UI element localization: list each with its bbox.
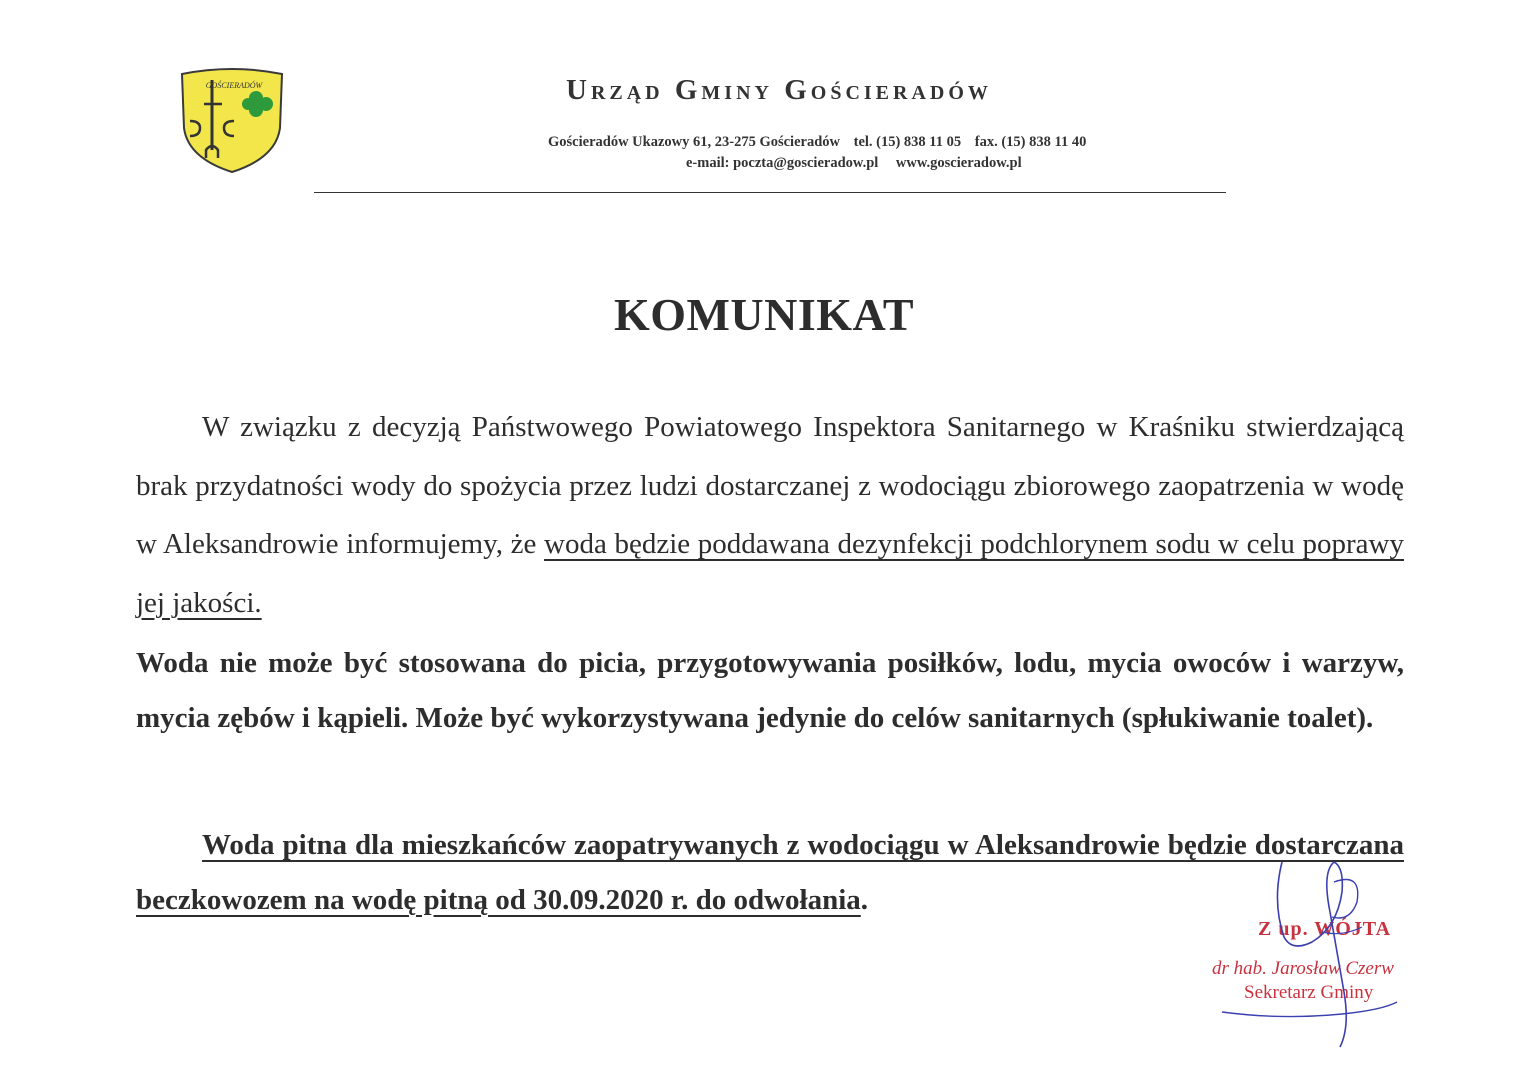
paragraph-water-supply-underlined: Woda pitna dla mieszkańców zaopatrywanych z wodociągu w Aleksandrowie będzie dostarczana beczkowozem na wodę pitną od 30.09.2020 r. do odwołania (136, 829, 1404, 916)
stamp-line-name: dr hab. Jarosław Czerw (1212, 958, 1394, 979)
municipal-crest-logo (176, 66, 288, 176)
paragraph-water-supply-end: . (860, 883, 869, 916)
handwritten-signature (1222, 842, 1422, 1052)
paragraph-decision-intro: W związku z decyzją Państwowego Powiatowego Inspektora Sanitarnego w Kraśniku stwierdzającą brak przydatności wody do spożycia przez ludzi dostarczanej z wodociągu zbiorowego zaopatrzenia w wodę w Aleksandrowie informujemy, że (136, 411, 1404, 560)
address-line (548, 134, 1096, 151)
header-divider (314, 192, 1226, 193)
phone-number: tel. (15) 838 11 05 (853, 134, 962, 150)
paragraph-water-supply (136, 818, 1404, 927)
email-address: e-mail: poczta@goscieradow.pl (686, 155, 879, 171)
organization-name: Urząd Gminy Gościeradów (566, 74, 992, 106)
paragraph-decision-underlined: woda będzie poddawana dezynfekcji podchlorynem sodu w celu poprawy jej jakości. (136, 528, 1404, 619)
paragraph-restrictions: Woda nie może być stosowana do picia, przygotowywania posiłków, lodu, mycia owoców i warzyw, mycia zębów i kąpieli. Może być wykorzystywana jedynie do celów sanitarnych (spłukiwanie toalet). (136, 647, 1404, 734)
stamp-line-position: Sekretarz Gminy (1244, 982, 1374, 1003)
stamp-line-authority: Z up. WÓJTA (1258, 918, 1392, 940)
document-title: KOMUNIKAT (613, 289, 915, 340)
postal-address: Gościeradów Ukazowy 61, 23-275 Gościeradów (548, 134, 840, 150)
crest-text: GOŚCIERADÓW (205, 81, 263, 90)
contact-line (686, 155, 1036, 172)
fax-number: fax. (15) 838 11 40 (974, 134, 1087, 150)
website-address: www.goscieradow.pl (895, 155, 1022, 171)
paragraph-decision (136, 398, 1404, 632)
